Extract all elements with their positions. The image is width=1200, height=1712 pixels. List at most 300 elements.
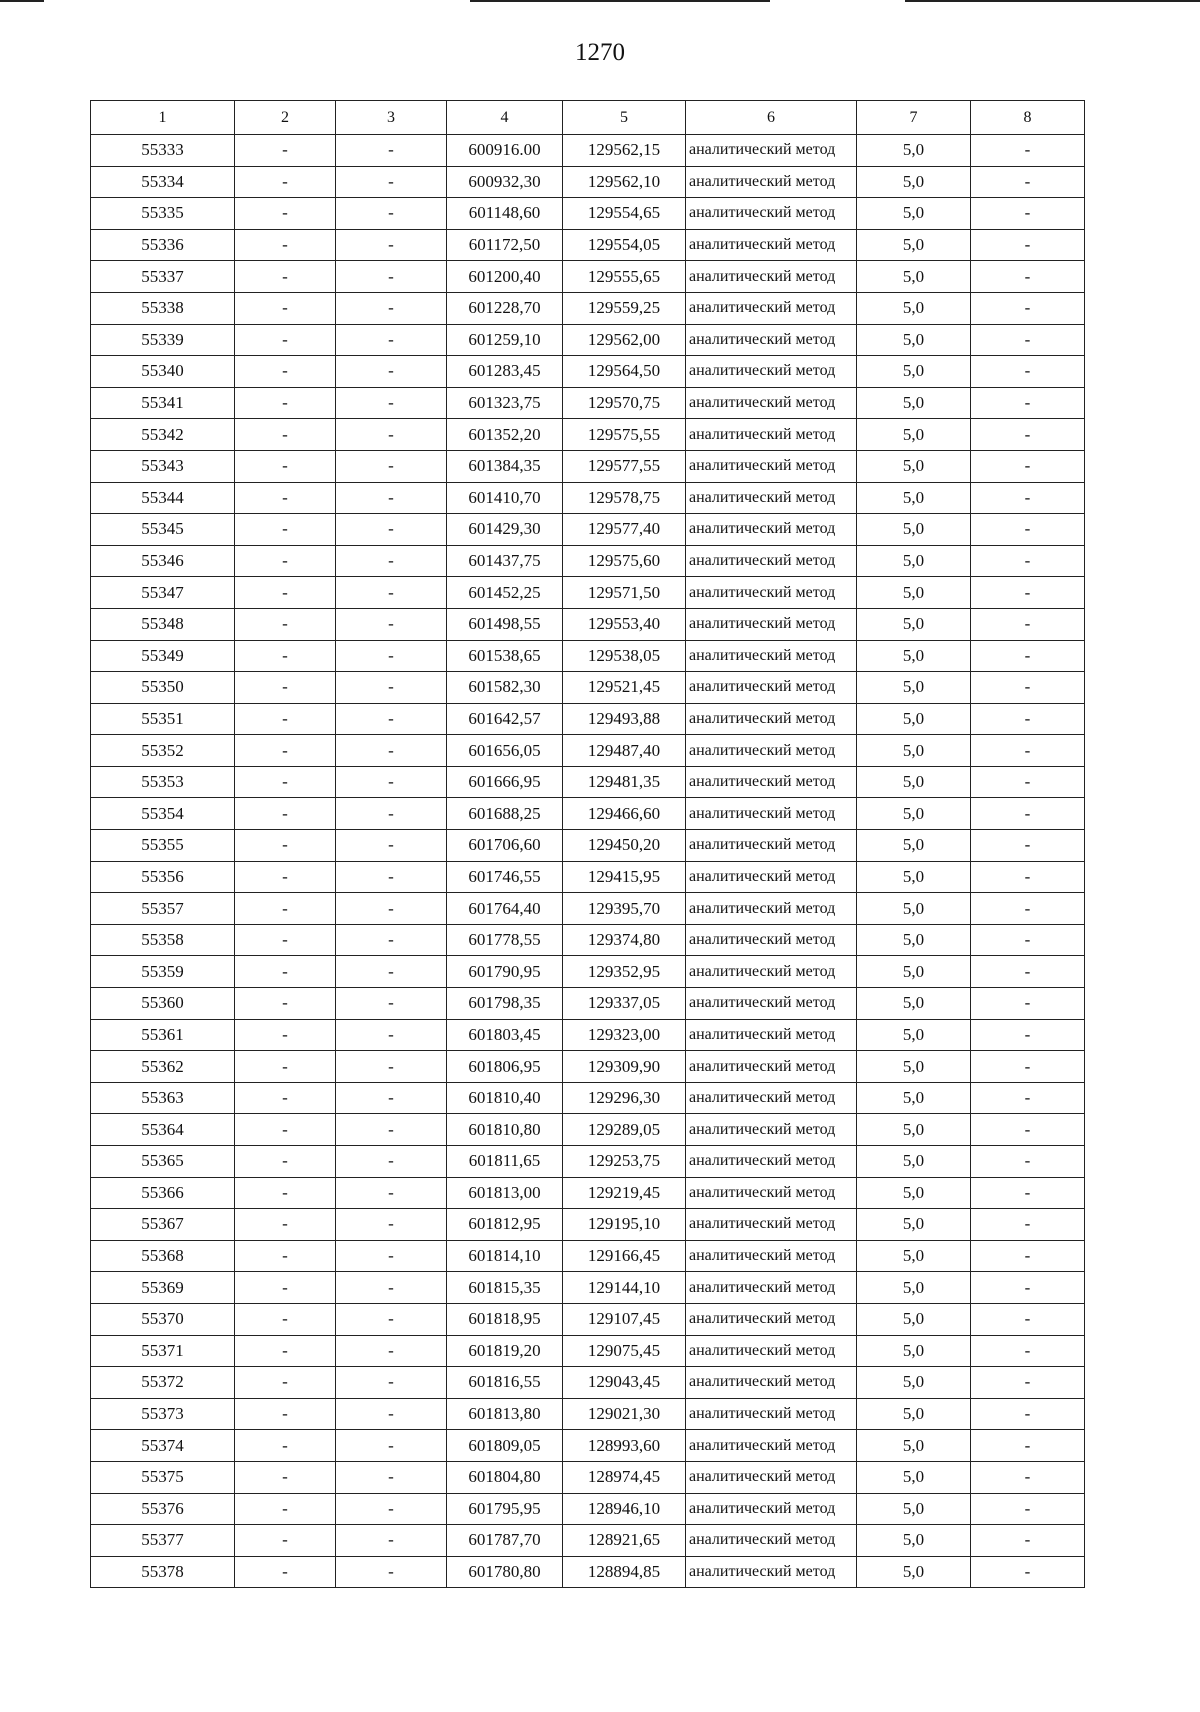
table-cell-col-6: аналитический метод <box>686 1272 857 1304</box>
table-cell-col-8: - <box>971 1367 1085 1399</box>
table-cell-col-5: 129553,40 <box>563 608 686 640</box>
table-cell-col-4: 601200,40 <box>447 261 563 293</box>
table-cell-col-2: - <box>235 1430 336 1462</box>
header-cell: 7 <box>857 101 971 135</box>
table-cell-col-4: 601816,55 <box>447 1367 563 1399</box>
table-cell-col-1: 55377 <box>91 1525 235 1557</box>
table-cell-col-8: - <box>971 1019 1085 1051</box>
table-cell-col-1: 55372 <box>91 1367 235 1399</box>
table-cell-col-3: - <box>336 640 447 672</box>
table-cell-col-2: - <box>235 577 336 609</box>
table-cell-col-3: - <box>336 861 447 893</box>
table-cell-col-4: 601498,55 <box>447 608 563 640</box>
table-cell-col-6: аналитический метод <box>686 450 857 482</box>
table-cell-col-1: 55334 <box>91 166 235 198</box>
table-cell-col-5: 129577,40 <box>563 514 686 546</box>
coordinates-table <box>90 100 1085 1588</box>
table-row <box>91 1146 1085 1178</box>
table-row <box>91 1303 1085 1335</box>
table-cell-col-8: - <box>971 830 1085 862</box>
table-cell-col-8: - <box>971 1146 1085 1178</box>
table-cell-col-2: - <box>235 1493 336 1525</box>
table-cell-col-4: 601437,75 <box>447 545 563 577</box>
table-cell-col-2: - <box>235 830 336 862</box>
table-cell-col-5: 129374,80 <box>563 924 686 956</box>
table-cell-col-2: - <box>235 1556 336 1588</box>
table-cell-col-7: 5,0 <box>857 956 971 988</box>
table-cell-col-1: 55345 <box>91 514 235 546</box>
table-cell-col-3: - <box>336 988 447 1020</box>
table-cell-col-4: 601815,35 <box>447 1272 563 1304</box>
table-cell-col-7: 5,0 <box>857 608 971 640</box>
table-cell-col-7: 5,0 <box>857 1461 971 1493</box>
table-cell-col-3: - <box>336 229 447 261</box>
table-cell-col-7: 5,0 <box>857 703 971 735</box>
table-cell-col-1: 55374 <box>91 1430 235 1462</box>
table-cell-col-8: - <box>971 514 1085 546</box>
table-cell-col-8: - <box>971 419 1085 451</box>
table-cell-col-5: 129493,88 <box>563 703 686 735</box>
table-cell-col-6: аналитический метод <box>686 956 857 988</box>
table-cell-col-4: 601688,25 <box>447 798 563 830</box>
table-cell-col-4: 601384,35 <box>447 450 563 482</box>
table-cell-col-5: 129562,10 <box>563 166 686 198</box>
table-cell-col-4: 601352,20 <box>447 419 563 451</box>
table-cell-col-3: - <box>336 482 447 514</box>
header-cell: 1 <box>91 101 235 135</box>
table-cell-col-4: 601811,65 <box>447 1146 563 1178</box>
table-cell-col-6: аналитический метод <box>686 1493 857 1525</box>
table-cell-col-1: 55365 <box>91 1146 235 1178</box>
table-cell-col-6: аналитический метод <box>686 1461 857 1493</box>
table-cell-col-6: аналитический метод <box>686 482 857 514</box>
table-cell-col-8: - <box>971 672 1085 704</box>
table-cell-col-1: 55337 <box>91 261 235 293</box>
table-cell-col-3: - <box>336 450 447 482</box>
table-cell-col-4: 601812,95 <box>447 1209 563 1241</box>
table-cell-col-8: - <box>971 988 1085 1020</box>
table-cell-col-3: - <box>336 735 447 767</box>
table-row <box>91 735 1085 767</box>
table-cell-col-7: 5,0 <box>857 1019 971 1051</box>
table-cell-col-5: 129575,60 <box>563 545 686 577</box>
table-cell-col-2: - <box>235 135 336 167</box>
table-cell-col-1: 55351 <box>91 703 235 735</box>
table-cell-col-5: 129075,45 <box>563 1335 686 1367</box>
table-row <box>91 1177 1085 1209</box>
table-cell-col-3: - <box>336 1303 447 1335</box>
table-cell-col-5: 129253,75 <box>563 1146 686 1178</box>
table-cell-col-8: - <box>971 166 1085 198</box>
table-cell-col-7: 5,0 <box>857 988 971 1020</box>
table-cell-col-4: 601228,70 <box>447 292 563 324</box>
table-cell-col-5: 129021,30 <box>563 1398 686 1430</box>
table-cell-col-1: 55359 <box>91 956 235 988</box>
table-cell-col-7: 5,0 <box>857 1398 971 1430</box>
table-row <box>91 672 1085 704</box>
table-cell-col-4: 601259,10 <box>447 324 563 356</box>
table-cell-col-2: - <box>235 324 336 356</box>
table-cell-col-5: 128946,10 <box>563 1493 686 1525</box>
table-cell-col-8: - <box>971 1493 1085 1525</box>
table-cell-col-7: 5,0 <box>857 229 971 261</box>
table-cell-col-8: - <box>971 640 1085 672</box>
table-cell-col-3: - <box>336 135 447 167</box>
table-cell-col-3: - <box>336 198 447 230</box>
table-cell-col-7: 5,0 <box>857 1146 971 1178</box>
table-cell-col-3: - <box>336 830 447 862</box>
table-cell-col-3: - <box>336 1209 447 1241</box>
table-cell-col-4: 601582,30 <box>447 672 563 704</box>
table-row <box>91 608 1085 640</box>
table-cell-col-5: 128993,60 <box>563 1430 686 1462</box>
table-cell-col-4: 601706,60 <box>447 830 563 862</box>
table-cell-col-7: 5,0 <box>857 545 971 577</box>
table-cell-col-4: 601790,95 <box>447 956 563 988</box>
table-cell-col-5: 129554,65 <box>563 198 686 230</box>
table-row <box>91 1367 1085 1399</box>
table-cell-col-7: 5,0 <box>857 1209 971 1241</box>
table-cell-col-3: - <box>336 292 447 324</box>
table-cell-col-5: 129577,55 <box>563 450 686 482</box>
top-rule-right <box>905 0 1200 2</box>
table-cell-col-4: 601780,80 <box>447 1556 563 1588</box>
table-cell-col-3: - <box>336 1335 447 1367</box>
table-cell-col-1: 55336 <box>91 229 235 261</box>
header-cell: 2 <box>235 101 336 135</box>
table-cell-col-1: 55360 <box>91 988 235 1020</box>
table-cell-col-5: 128894,85 <box>563 1556 686 1588</box>
table-cell-col-6: аналитический метод <box>686 1556 857 1588</box>
table-cell-col-6: аналитический метод <box>686 356 857 388</box>
table-cell-col-2: - <box>235 1461 336 1493</box>
table-cell-col-3: - <box>336 577 447 609</box>
table-cell-col-8: - <box>971 577 1085 609</box>
table-cell-col-7: 5,0 <box>857 1335 971 1367</box>
table-row <box>91 324 1085 356</box>
table-cell-col-4: 601813,80 <box>447 1398 563 1430</box>
table-cell-col-6: аналитический метод <box>686 1335 857 1367</box>
table-cell-col-7: 5,0 <box>857 166 971 198</box>
table-cell-col-3: - <box>336 956 447 988</box>
table-cell-col-2: - <box>235 1051 336 1083</box>
table-cell-col-2: - <box>235 1146 336 1178</box>
table-cell-col-3: - <box>336 261 447 293</box>
table-cell-col-6: аналитический метод <box>686 577 857 609</box>
table-cell-col-7: 5,0 <box>857 324 971 356</box>
table-row <box>91 956 1085 988</box>
table-cell-col-2: - <box>235 1398 336 1430</box>
table-row <box>91 1114 1085 1146</box>
table-cell-col-1: 55335 <box>91 198 235 230</box>
table-cell-col-4: 600916.00 <box>447 135 563 167</box>
table-cell-col-7: 5,0 <box>857 450 971 482</box>
table-cell-col-2: - <box>235 798 336 830</box>
table-cell-col-3: - <box>336 1430 447 1462</box>
table-cell-col-4: 601806,95 <box>447 1051 563 1083</box>
table-row <box>91 893 1085 925</box>
table-cell-col-8: - <box>971 1398 1085 1430</box>
table-cell-col-1: 55341 <box>91 387 235 419</box>
table-cell-col-8: - <box>971 1525 1085 1557</box>
table-cell-col-1: 55373 <box>91 1398 235 1430</box>
table-cell-col-4: 600932,30 <box>447 166 563 198</box>
table-cell-col-1: 55376 <box>91 1493 235 1525</box>
table-cell-col-4: 601804,80 <box>447 1461 563 1493</box>
table-cell-col-6: аналитический метод <box>686 419 857 451</box>
table-cell-col-5: 129043,45 <box>563 1367 686 1399</box>
table-cell-col-7: 5,0 <box>857 924 971 956</box>
table-cell-col-4: 601803,45 <box>447 1019 563 1051</box>
table-cell-col-1: 55340 <box>91 356 235 388</box>
table-cell-col-3: - <box>336 1493 447 1525</box>
table-cell-col-6: аналитический метод <box>686 1114 857 1146</box>
table-cell-col-8: - <box>971 1556 1085 1588</box>
table-cell-col-3: - <box>336 1177 447 1209</box>
table-cell-col-2: - <box>235 766 336 798</box>
table-cell-col-8: - <box>971 1114 1085 1146</box>
table-row <box>91 1461 1085 1493</box>
table-cell-col-7: 5,0 <box>857 735 971 767</box>
table-cell-col-7: 5,0 <box>857 1051 971 1083</box>
table-cell-col-3: - <box>336 356 447 388</box>
table-cell-col-7: 5,0 <box>857 577 971 609</box>
table-row <box>91 450 1085 482</box>
table-cell-col-4: 601642,57 <box>447 703 563 735</box>
table-cell-col-1: 55375 <box>91 1461 235 1493</box>
table-cell-col-5: 129562,15 <box>563 135 686 167</box>
table-cell-col-5: 129323,00 <box>563 1019 686 1051</box>
table-cell-col-8: - <box>971 1335 1085 1367</box>
table-cell-col-6: аналитический метод <box>686 1398 857 1430</box>
table-row <box>91 830 1085 862</box>
table-cell-col-1: 55343 <box>91 450 235 482</box>
table-cell-col-8: - <box>971 482 1085 514</box>
header-cell: 5 <box>563 101 686 135</box>
table-cell-col-3: - <box>336 324 447 356</box>
table-cell-col-6: аналитический метод <box>686 830 857 862</box>
table-row <box>91 798 1085 830</box>
table-cell-col-6: аналитический метод <box>686 292 857 324</box>
table-cell-col-2: - <box>235 1525 336 1557</box>
table-cell-col-8: - <box>971 924 1085 956</box>
table-cell-col-6: аналитический метод <box>686 640 857 672</box>
table-cell-col-2: - <box>235 387 336 419</box>
table-row <box>91 1019 1085 1051</box>
table-cell-col-7: 5,0 <box>857 1525 971 1557</box>
table-cell-col-8: - <box>971 798 1085 830</box>
table-cell-col-7: 5,0 <box>857 514 971 546</box>
table-cell-col-3: - <box>336 1146 447 1178</box>
table-cell-col-2: - <box>235 482 336 514</box>
table-row <box>91 135 1085 167</box>
table-cell-col-5: 129578,75 <box>563 482 686 514</box>
table-cell-col-1: 55346 <box>91 545 235 577</box>
table-cell-col-6: аналитический метод <box>686 545 857 577</box>
table-cell-col-5: 129570,75 <box>563 387 686 419</box>
table-cell-col-7: 5,0 <box>857 419 971 451</box>
table-row <box>91 482 1085 514</box>
table-cell-col-3: - <box>336 514 447 546</box>
table-cell-col-2: - <box>235 1367 336 1399</box>
table-cell-col-6: аналитический метод <box>686 861 857 893</box>
table-row <box>91 419 1085 451</box>
table-cell-col-4: 601798,35 <box>447 988 563 1020</box>
table-cell-col-5: 129562,00 <box>563 324 686 356</box>
table-cell-col-6: аналитический метод <box>686 135 857 167</box>
table-cell-col-6: аналитический метод <box>686 735 857 767</box>
table-cell-col-3: - <box>336 766 447 798</box>
table-cell-col-1: 55368 <box>91 1240 235 1272</box>
table-cell-col-1: 55333 <box>91 135 235 167</box>
table-row <box>91 988 1085 1020</box>
table-cell-col-2: - <box>235 735 336 767</box>
table-cell-col-2: - <box>235 419 336 451</box>
table-cell-col-2: - <box>235 1019 336 1051</box>
table-cell-col-8: - <box>971 608 1085 640</box>
table-cell-col-4: 601787,70 <box>447 1525 563 1557</box>
table-cell-col-5: 129309,90 <box>563 1051 686 1083</box>
table-cell-col-1: 55354 <box>91 798 235 830</box>
table-cell-col-8: - <box>971 261 1085 293</box>
table-cell-col-6: аналитический метод <box>686 703 857 735</box>
header-row <box>91 101 1085 135</box>
table-cell-col-4: 601148,60 <box>447 198 563 230</box>
table-cell-col-4: 601666,95 <box>447 766 563 798</box>
table-cell-col-6: аналитический метод <box>686 261 857 293</box>
table-row <box>91 1209 1085 1241</box>
table-cell-col-3: - <box>336 1051 447 1083</box>
table-cell-col-7: 5,0 <box>857 387 971 419</box>
table-cell-col-1: 55357 <box>91 893 235 925</box>
table-cell-col-6: аналитический метод <box>686 514 857 546</box>
table-cell-col-7: 5,0 <box>857 640 971 672</box>
table-cell-col-3: - <box>336 1272 447 1304</box>
table-cell-col-1: 55371 <box>91 1335 235 1367</box>
header-cell: 4 <box>447 101 563 135</box>
table-cell-col-5: 129575,55 <box>563 419 686 451</box>
table-row <box>91 861 1085 893</box>
table-cell-col-2: - <box>235 1240 336 1272</box>
table-cell-col-2: - <box>235 672 336 704</box>
header-cell: 8 <box>971 101 1085 135</box>
table-row <box>91 229 1085 261</box>
table-cell-col-2: - <box>235 1335 336 1367</box>
table-cell-col-2: - <box>235 450 336 482</box>
table-cell-col-3: - <box>336 1240 447 1272</box>
table-cell-col-6: аналитический метод <box>686 608 857 640</box>
table-cell-col-1: 55342 <box>91 419 235 451</box>
table-row <box>91 577 1085 609</box>
table-cell-col-1: 55344 <box>91 482 235 514</box>
table-cell-col-7: 5,0 <box>857 198 971 230</box>
table-cell-col-2: - <box>235 1209 336 1241</box>
table-cell-col-2: - <box>235 988 336 1020</box>
table-cell-col-7: 5,0 <box>857 261 971 293</box>
table-cell-col-5: 129571,50 <box>563 577 686 609</box>
table-cell-col-8: - <box>971 1461 1085 1493</box>
table-cell-col-2: - <box>235 198 336 230</box>
table-cell-col-8: - <box>971 292 1085 324</box>
table-cell-col-4: 601283,45 <box>447 356 563 388</box>
table-cell-col-5: 129554,05 <box>563 229 686 261</box>
table-cell-col-1: 55353 <box>91 766 235 798</box>
table-cell-col-4: 601656,05 <box>447 735 563 767</box>
table-cell-col-5: 129564,50 <box>563 356 686 388</box>
table-cell-col-8: - <box>971 861 1085 893</box>
table-row <box>91 261 1085 293</box>
table-cell-col-3: - <box>336 1019 447 1051</box>
table-cell-col-8: - <box>971 1430 1085 1462</box>
table-cell-col-4: 601809,05 <box>447 1430 563 1462</box>
table-cell-col-6: аналитический метод <box>686 1146 857 1178</box>
table-cell-col-2: - <box>235 261 336 293</box>
table-cell-col-7: 5,0 <box>857 861 971 893</box>
table-cell-col-6: аналитический метод <box>686 798 857 830</box>
header-cell: 6 <box>686 101 857 135</box>
table-cell-col-2: - <box>235 1114 336 1146</box>
table-cell-col-6: аналитический метод <box>686 1177 857 1209</box>
table-cell-col-1: 55347 <box>91 577 235 609</box>
header-cell: 3 <box>336 101 447 135</box>
table-cell-col-2: - <box>235 861 336 893</box>
table-cell-col-5: 129289,05 <box>563 1114 686 1146</box>
table-cell-col-4: 601172,50 <box>447 229 563 261</box>
table-cell-col-2: - <box>235 924 336 956</box>
table-cell-col-1: 55370 <box>91 1303 235 1335</box>
table-cell-col-4: 601538,65 <box>447 640 563 672</box>
table-cell-col-1: 55350 <box>91 672 235 704</box>
table-cell-col-1: 55362 <box>91 1051 235 1083</box>
table-row <box>91 1493 1085 1525</box>
table-cell-col-5: 129450,20 <box>563 830 686 862</box>
table-cell-col-7: 5,0 <box>857 1430 971 1462</box>
table-cell-col-3: - <box>336 1556 447 1588</box>
table-cell-col-7: 5,0 <box>857 672 971 704</box>
table-row <box>91 1335 1085 1367</box>
table-cell-col-6: аналитический метод <box>686 1240 857 1272</box>
table-cell-col-3: - <box>336 1525 447 1557</box>
table-cell-col-7: 5,0 <box>857 1303 971 1335</box>
table-cell-col-8: - <box>971 1272 1085 1304</box>
table-cell-col-3: - <box>336 545 447 577</box>
table-cell-col-4: 601814,10 <box>447 1240 563 1272</box>
table-cell-col-6: аналитический метод <box>686 924 857 956</box>
table-cell-col-4: 601778,55 <box>447 924 563 956</box>
table-row <box>91 1240 1085 1272</box>
table-cell-col-6: аналитический метод <box>686 1051 857 1083</box>
table-cell-col-3: - <box>336 672 447 704</box>
table-cell-col-8: - <box>971 703 1085 735</box>
table-cell-col-6: аналитический метод <box>686 198 857 230</box>
table-cell-col-3: - <box>336 1114 447 1146</box>
table-cell-col-2: - <box>235 166 336 198</box>
table-cell-col-4: 601452,25 <box>447 577 563 609</box>
table-cell-col-7: 5,0 <box>857 1082 971 1114</box>
table-cell-col-4: 601795,95 <box>447 1493 563 1525</box>
table-cell-col-1: 55367 <box>91 1209 235 1241</box>
table-cell-col-6: аналитический метод <box>686 324 857 356</box>
table-cell-col-6: аналитический метод <box>686 1019 857 1051</box>
table-cell-col-4: 601810,40 <box>447 1082 563 1114</box>
table-cell-col-2: - <box>235 893 336 925</box>
table-row <box>91 1272 1085 1304</box>
table-cell-col-8: - <box>971 1177 1085 1209</box>
table-cell-col-2: - <box>235 545 336 577</box>
table-cell-col-4: 601323,75 <box>447 387 563 419</box>
table-row <box>91 703 1085 735</box>
table-cell-col-4: 601764,40 <box>447 893 563 925</box>
